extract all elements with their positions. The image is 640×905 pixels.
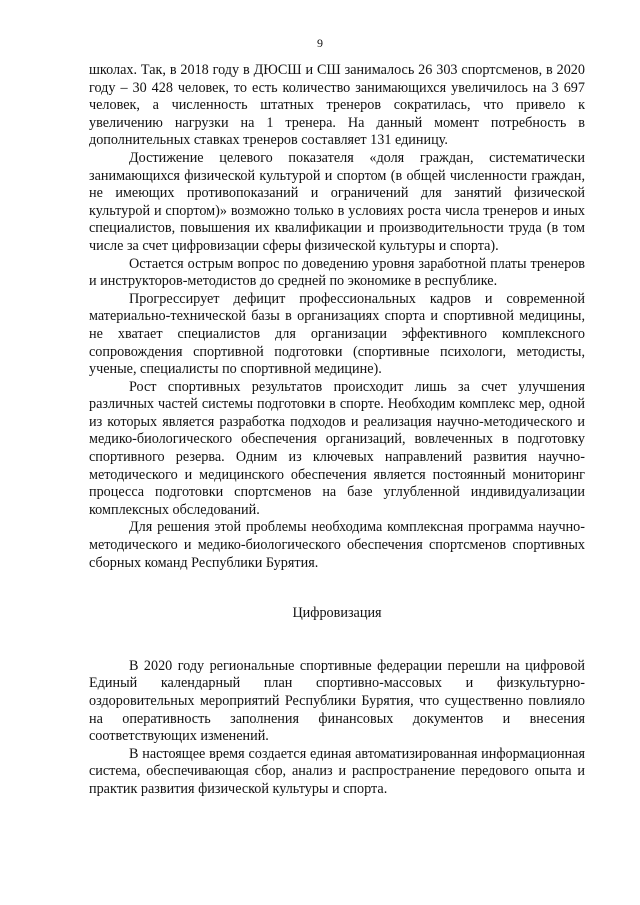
paragraph-program-need: Для решения этой проблемы необходима комплексная программа научно-методического и медико-биологического обеспечения спортсменов спортивных сборных команд Республики Бурятия. [89,519,585,571]
paragraph-staff-deficit: Прогрессирует дефицит профессиональных кадров и современной материально-технической базы в организациях спорта и спортивной медицины, не хватает специалистов для организации эффективного комплексного сопровождения спортивной подготовки (спортивные психологи, методисты, ученые, специалисты по спортивной медицине). [89,290,585,378]
section-heading-digitalization: Цифровизация [292,605,382,622]
paragraph-sport-results: Рост спортивных результатов происходит лишь за счет улучшения различных частей системы подготовки в спорте. Необходим комплекс мер, одной из которых является разработка подходов и реализация научно-методического и медико-биологического обеспечения организаций, вовлеченных в подготовку спортивного резерва. Одним из ключевых направлений развития научно-методического и медицинского обеспечения является постоянный мониторинг процесса подготовки спортсменов на базе углубленной индивидуализации комплексных обследований. [89,378,585,518]
paragraph-target-indicator: Достижение целевого показателя «доля граждан, систематически занимающихся физической культурой и спортом (в общей численности граждан, не имеющих противопоказаний и ограничений для занятий физической культурой и спортом)» возможно только в условиях роста числа тренеров и иных специалистов, повышения их квалификации и производительности труда (в том числе за счет цифровизации сферы физической культуры и спорта). [89,149,585,254]
paragraph-salary-issue: Остается острым вопрос по доведению уровня заработной платы тренеров и инструкторов-методистов до средней по экономике в республике. [89,255,585,290]
paragraph-digital-calendar: В 2020 году региональные спортивные федерации перешли на цифровой Единый календарный план спортивно-массовых и физкультурно-оздоровительных мероприятий Республики Бурятия, что существенно повлияло на оперативность заполнения финансовых документов и внесения соответствующих изменений. [89,657,585,745]
document-body [89,62,585,799]
page-number: 9 [317,36,323,50]
paragraph-continuation: школах. Так, в 2018 году в ДЮСШ и СШ занималось 26 303 спортсменов, в 2020 году – 30 428 человек, то есть количество занимающихся увеличилось на 3 697 человек, а численность штатных тренеров сократилась, что привело к увеличению нагрузки на 1 тренера. На данный момент потребность в дополнительных ставках тренеров составляет 131 единицу. [89,62,585,149]
paragraph-info-system: В настоящее время создается единая автоматизированная информационная система, обеспечивающая сбор, анализ и распространение передового опыта и практик развития физической культуры и спорта. [89,745,585,797]
